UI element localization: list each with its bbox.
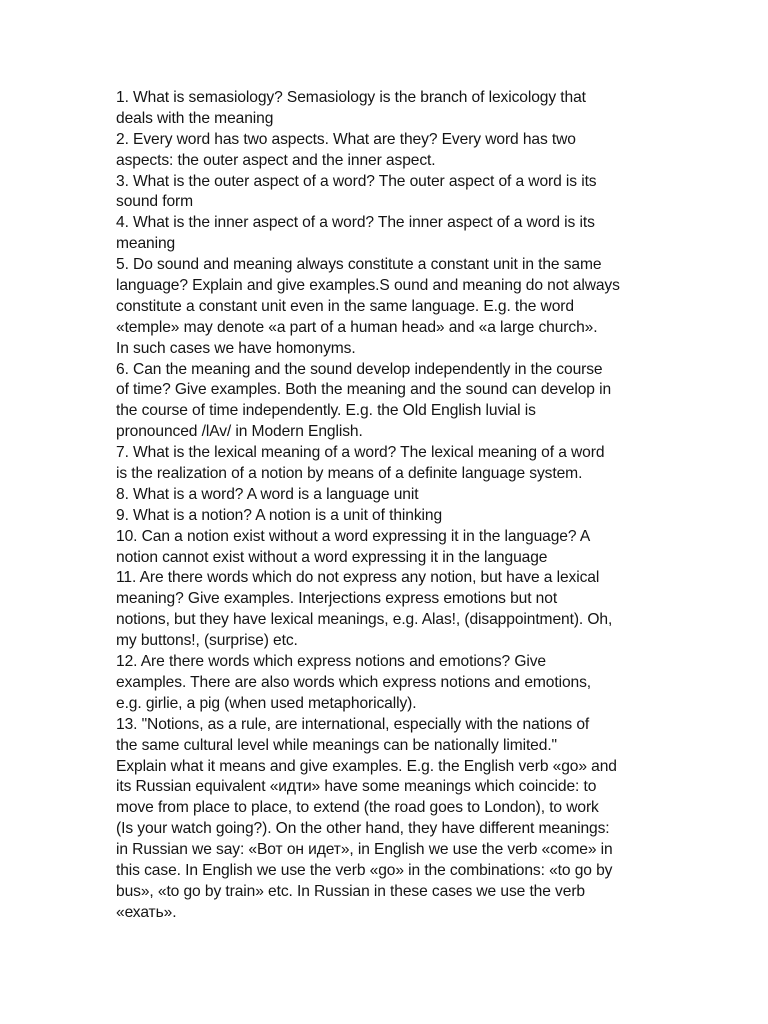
text-line: the course of time independently. E.g. the Old English luvial is [116,402,536,420]
text-line: 9. What is a notion? A notion is a unit of thinking [116,506,443,524]
text-line: 13. "Notions, as a rule, are international, especially with the nations of [116,715,590,733]
text-line: 4. What is the inner aspect of a word? The inner aspect of a word is its [116,214,595,232]
text-line: pronounced /lAv/ in Modern English. [116,423,363,441]
text-line: examples. There are also words which express notions and emotions, [116,673,592,691]
text-line: 11. Are there words which do not express any notion, but have a lexical [116,569,600,587]
text-line: is the realization of a notion by means of a definite language system. [116,465,583,483]
text-line: its Russian equivalent «идти» have some meanings which coincide: to [116,778,597,796]
text-line: my buttons!, (surprise) etc. [116,632,298,650]
text-line: 5. Do sound and meaning always constitute a constant unit in the same [116,256,602,274]
text-line: aspects: the outer aspect and the inner aspect. [116,151,436,169]
text-line: In such cases we have homonyms. [116,339,356,357]
text-line: 10. Can a notion exist without a word expressing it in the language? A [116,527,591,545]
text-line: 8. What is a word? A word is a language unit [116,485,419,503]
text-line: e.g. girlie, a pig (when used metaphorically). [116,694,417,712]
text-line: this case. In English we use the verb «go» in the combinations: «to go by [116,861,613,879]
text-line: 2. Every word has two aspects. What are they? Every word has two [116,130,576,148]
text-line: meaning? Give examples. Interjections express emotions but not [116,590,558,608]
text-line: 6. Can the meaning and the sound develop independently in the course [116,360,603,378]
text-line: (Is your watch going?). On the other hand, they have different meanings: [116,820,610,838]
text-line: move from place to place, to extend (the road goes to London), to work [116,799,599,817]
text-line: deals with the meaning [116,109,274,127]
text-line: Explain what it means and give examples. E.g. the English verb «go» and [116,757,617,775]
text-line: the same cultural level while meanings can be nationally limited." [116,736,557,754]
document-text [116,88,656,924]
text-line: notion cannot exist without a word expressing it in the language [116,548,548,566]
text-line: 12. Are there words which express notions and emotions? Give [116,653,546,671]
text-line: «ехать». [116,903,177,921]
text-line: constitute a constant unit even in the same language. E.g. the word [116,297,574,315]
text-line: 7. What is the lexical meaning of a word? The lexical meaning of a word [116,444,605,462]
text-line: sound form [116,193,194,211]
text-line: language? Explain and give examples.S ound and meaning do not always [116,277,620,295]
text-line: of time? Give examples. Both the meaning and the sound can develop in [116,381,612,399]
text-line: «temple» may denote «a part of a human head» and «a large church». [116,318,598,336]
text-line: 3. What is the outer aspect of a word? The outer aspect of a word is its [116,172,597,190]
text-line: meaning [116,235,176,253]
text-line: in Russian we say: «Вот он идет», in English we use the verb «come» in [116,841,613,859]
text-line: bus», «to go by train» etc. In Russian in these cases we use the verb [116,882,585,900]
text-line: 1. What is semasiology? Semasiology is the branch of lexicology that [116,89,586,106]
text-line: notions, but they have lexical meanings, e.g. Alas!, (disappointment). Oh, [116,611,613,629]
